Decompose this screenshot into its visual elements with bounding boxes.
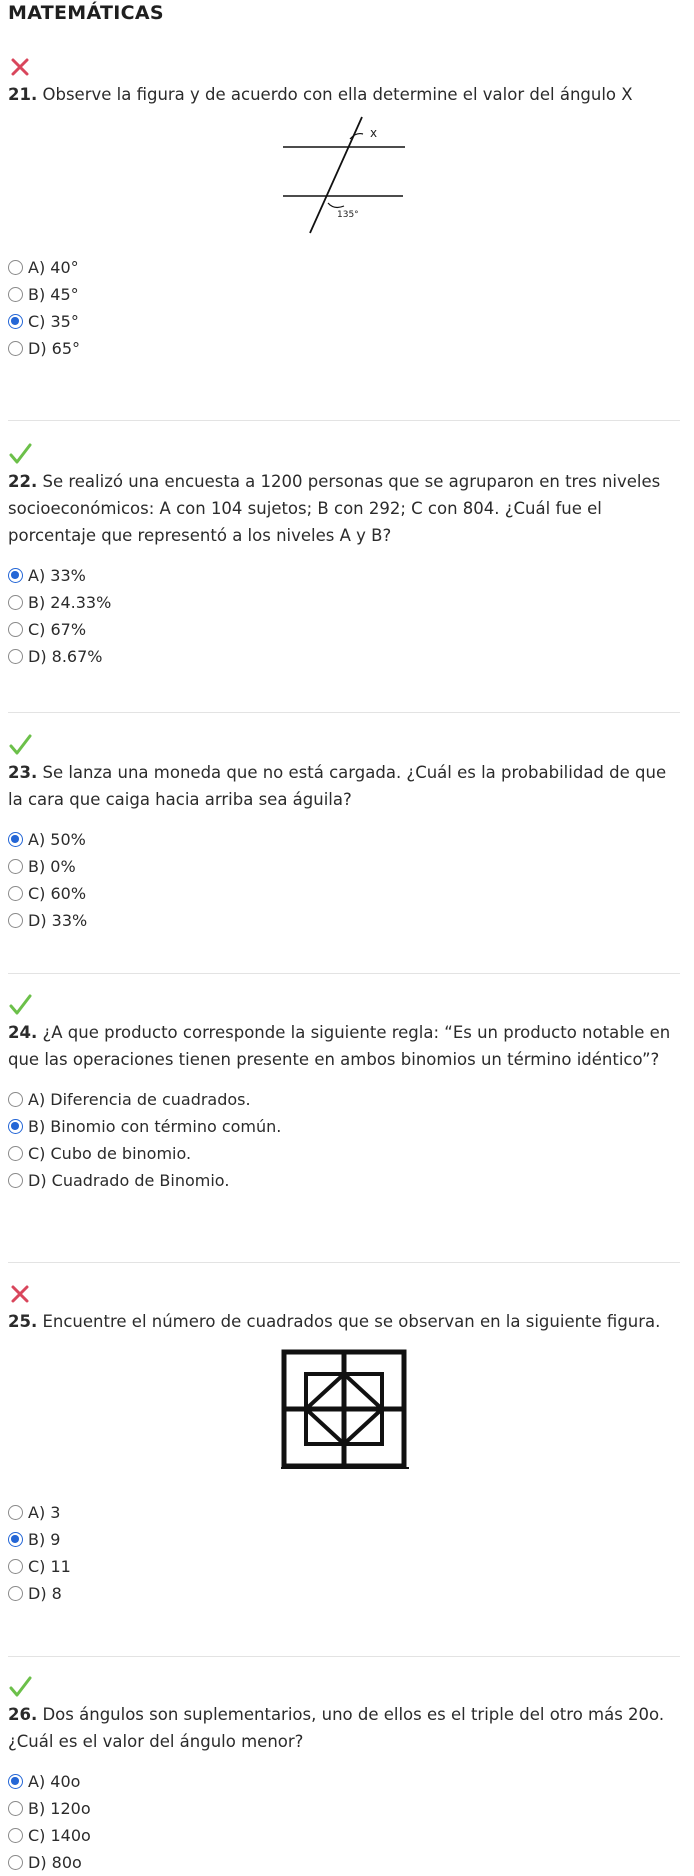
question-body: Encuentre el número de cuadrados que se observan en la siguiente figura. — [37, 1312, 661, 1331]
option-d[interactable] — [8, 643, 680, 670]
incorrect-icon — [8, 55, 32, 79]
question-number: 25. — [8, 1312, 38, 1331]
question-text — [8, 81, 680, 108]
option-label: D) 33% — [28, 911, 88, 930]
radio-button[interactable] — [8, 1146, 23, 1161]
question-body: ¿A que producto corresponde la siguiente regla: “Es un producto notable en que las operaciones tienen presente en ambos binomios un término idéntico”? — [8, 1023, 671, 1069]
angle-135-label: 135° — [337, 210, 359, 220]
option-label: D) 80o — [28, 1853, 82, 1872]
option-d[interactable] — [8, 907, 680, 934]
radio-button[interactable] — [8, 1173, 23, 1188]
radio-button[interactable] — [8, 1855, 23, 1870]
option-label: C) 60% — [28, 884, 87, 903]
option-label: C) 11 — [28, 1557, 71, 1576]
radio-button[interactable] — [8, 1828, 23, 1843]
radio-button[interactable] — [8, 1092, 23, 1107]
radio-button-selected[interactable] — [8, 832, 23, 847]
question-divider — [8, 712, 680, 713]
option-label: A) 40o — [28, 1772, 81, 1791]
radio-button[interactable] — [8, 260, 23, 275]
option-a[interactable] — [8, 1499, 680, 1526]
options-list — [8, 1499, 680, 1607]
option-label: B) 0% — [28, 857, 76, 876]
options-list — [8, 1086, 680, 1194]
radio-button[interactable] — [8, 1505, 23, 1520]
option-c[interactable] — [8, 616, 680, 643]
option-b[interactable] — [8, 853, 680, 880]
option-d[interactable] — [8, 1580, 680, 1607]
question-number: 26. — [8, 1705, 38, 1724]
option-label: A) 33% — [28, 566, 86, 585]
option-label: B) 120o — [28, 1799, 91, 1818]
question-divider — [8, 1262, 680, 1263]
angle-x-label: x — [370, 126, 378, 140]
question-divider — [8, 973, 680, 974]
squares-figure — [279, 1349, 413, 1473]
question-26 — [8, 1675, 680, 1876]
radio-button[interactable] — [8, 1801, 23, 1816]
question-25 — [8, 1282, 680, 1607]
option-label: D) 65° — [28, 339, 81, 358]
option-d[interactable] — [8, 335, 680, 362]
correct-check-icon — [8, 442, 32, 466]
question-text — [8, 759, 680, 813]
radio-button[interactable] — [8, 649, 23, 664]
option-label: B) 24.33% — [28, 593, 112, 612]
option-b[interactable] — [8, 589, 680, 616]
option-label: D) 8.67% — [28, 647, 103, 666]
question-text — [8, 1701, 680, 1755]
question-text — [8, 1019, 680, 1073]
radio-button[interactable] — [8, 859, 23, 874]
options-list — [8, 254, 680, 362]
options-list — [8, 1768, 680, 1876]
question-text — [8, 1308, 680, 1335]
option-label: A) 50% — [28, 830, 86, 849]
option-label: B) 9 — [28, 1530, 61, 1549]
page-title: MATEMÁTICAS — [8, 2, 164, 24]
parallel-lines-figure — [278, 116, 408, 234]
option-a[interactable] — [8, 1086, 680, 1113]
option-b[interactable] — [8, 281, 680, 308]
question-divider — [8, 420, 680, 421]
option-label: A) 3 — [28, 1503, 61, 1522]
question-body: Observe la figura y de acuerdo con ella determine el valor del ángulo X — [37, 85, 633, 104]
question-body: Se realizó una encuesta a 1200 personas que se agruparon en tres niveles socioeconómicos: A con 104 sujetos; B con 292; C con 804. ¿Cuál fue el porcentaje que representó a los niveles A y B? — [8, 472, 661, 545]
option-c[interactable] — [8, 880, 680, 907]
question-number: 22. — [8, 472, 38, 491]
option-label: C) 67% — [28, 620, 87, 639]
option-d[interactable] — [8, 1849, 680, 1876]
radio-button-selected[interactable] — [8, 568, 23, 583]
options-list — [8, 826, 680, 934]
radio-button[interactable] — [8, 595, 23, 610]
option-c[interactable] — [8, 308, 680, 335]
radio-button-selected[interactable] — [8, 1119, 23, 1134]
option-a[interactable] — [8, 562, 680, 589]
question-text — [8, 468, 680, 549]
options-list — [8, 562, 680, 670]
option-a[interactable] — [8, 1768, 680, 1795]
radio-button[interactable] — [8, 287, 23, 302]
radio-button-selected[interactable] — [8, 1532, 23, 1547]
option-b[interactable] — [8, 1795, 680, 1822]
question-body: Se lanza una moneda que no está cargada. ¿Cuál es la probabilidad de que la cara que caiga hacia arriba sea águila? — [8, 763, 667, 809]
radio-button[interactable] — [8, 886, 23, 901]
radio-button[interactable] — [8, 913, 23, 928]
question-number: 24. — [8, 1023, 38, 1042]
correct-check-icon — [8, 1675, 32, 1699]
question-24 — [8, 993, 680, 1194]
option-label: C) 35° — [28, 312, 79, 331]
option-c[interactable] — [8, 1822, 680, 1849]
radio-button-selected[interactable] — [8, 314, 23, 329]
radio-button-selected[interactable] — [8, 1774, 23, 1789]
radio-button[interactable] — [8, 622, 23, 637]
question-21 — [8, 55, 680, 362]
option-c[interactable] — [8, 1553, 680, 1580]
option-label: B) 45° — [28, 285, 79, 304]
question-22 — [8, 442, 680, 670]
radio-button[interactable] — [8, 1559, 23, 1574]
option-d[interactable] — [8, 1167, 680, 1194]
question-number: 23. — [8, 763, 38, 782]
question-23 — [8, 733, 680, 934]
question-number: 21. — [8, 85, 38, 104]
option-a[interactable] — [8, 254, 680, 281]
incorrect-icon — [8, 1282, 32, 1306]
option-b[interactable] — [8, 1113, 680, 1140]
option-label: A) Diferencia de cuadrados. — [28, 1090, 251, 1109]
correct-check-icon — [8, 733, 32, 757]
option-label: B) Binomio con término común. — [28, 1117, 282, 1136]
radio-button[interactable] — [8, 341, 23, 356]
option-c[interactable] — [8, 1140, 680, 1167]
option-label: C) Cubo de binomio. — [28, 1144, 192, 1163]
option-b[interactable] — [8, 1526, 680, 1553]
option-label: D) Cuadrado de Binomio. — [28, 1171, 230, 1190]
correct-check-icon — [8, 993, 32, 1017]
question-divider — [8, 1656, 680, 1657]
option-label: C) 140o — [28, 1826, 91, 1845]
option-label: D) 8 — [28, 1584, 62, 1603]
radio-button[interactable] — [8, 1586, 23, 1601]
option-a[interactable] — [8, 826, 680, 853]
question-body: Dos ángulos son suplementarios, uno de ellos es el triple del otro más 20o. ¿Cuál es el valor del ángulo menor? — [8, 1705, 665, 1751]
option-label: A) 40° — [28, 258, 79, 277]
